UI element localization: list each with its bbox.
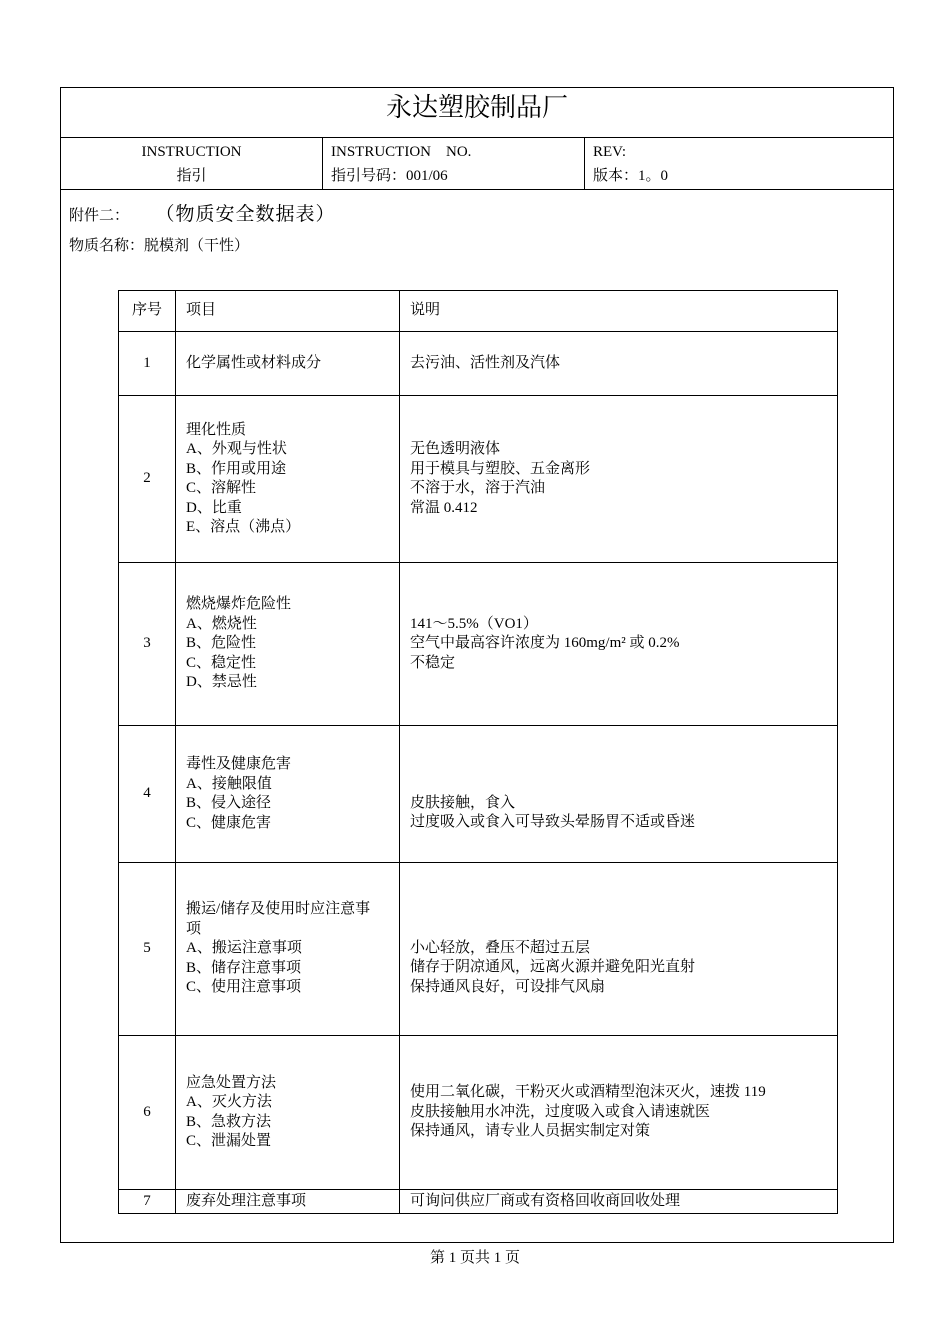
row-item	[176, 332, 400, 396]
item-line: B、储存注意事项	[186, 959, 302, 976]
description-line: 小心轻放，叠压不超过五层	[410, 939, 591, 956]
item-line: C、溶解性	[186, 480, 257, 496]
description-line: 保持通风，请专业人员据实制定对策	[410, 1123, 651, 1140]
item-line: A、接触限值	[186, 775, 272, 792]
item-line: 燃烧爆炸危险性	[186, 596, 292, 613]
header-item: 项目	[176, 291, 400, 332]
item-line: C、健康危害	[186, 814, 272, 831]
header-instruction-no-en: INSTRUCTION NO.	[331, 144, 472, 160]
instruction-header	[61, 138, 893, 190]
header-instruction-no-cn: 指引号码：001/06	[331, 168, 448, 184]
description-line: 无色透明液体	[410, 441, 501, 457]
item-line: 化学属性或材料成分	[186, 354, 322, 371]
row-description	[400, 726, 838, 863]
company-title: 永达塑胶制品厂	[61, 88, 893, 138]
item-line: 毒性及健康危害	[186, 756, 292, 772]
description-line: 使用二氧化碳，干粉灭火或酒精型泡沫灭火，速拨 119	[410, 1084, 766, 1101]
item-line: B、急救方法	[186, 1113, 272, 1130]
description-line: 过度吸入或食入可导致头晕肠胃不适或昏迷	[410, 814, 696, 830]
item-line: 项	[186, 920, 202, 937]
item-line: 应急处置方法	[186, 1074, 277, 1091]
table-row	[119, 863, 838, 1036]
row-item	[176, 863, 400, 1036]
row-item	[176, 1190, 400, 1214]
row-description	[400, 1190, 838, 1214]
row-number: 3	[119, 563, 176, 726]
table-row	[119, 563, 838, 726]
table-row	[119, 332, 838, 396]
description-line: 空气中最高容许浓度为 160mg/m² 或 0.2%	[410, 635, 680, 652]
row-description	[400, 863, 838, 1036]
item-line: 理化性质	[186, 421, 247, 438]
msds-table	[118, 290, 838, 1214]
header-instruction-cn: 指引	[176, 168, 207, 184]
row-description	[400, 1036, 838, 1190]
description-line: 皮肤接触用水冲洗，过度吸入或食入请速就医	[410, 1103, 711, 1120]
header-rev-en: REV:	[593, 144, 627, 160]
header-instruction-cell	[61, 138, 323, 189]
item-line: D、禁忌性	[186, 674, 257, 691]
description-line: 储存于阴凉通风，远离火源并避免阳光直射	[410, 959, 696, 976]
item-line: D、比重	[186, 499, 242, 516]
page-footer: 第 1 页共 1 页	[429, 1250, 520, 1266]
header-instruction-en: INSTRUCTION	[141, 144, 242, 160]
row-description	[400, 396, 838, 563]
item-line: B、危险性	[186, 635, 257, 652]
table-header-row	[119, 291, 838, 332]
item-line: 搬运/储存及使用时应注意事	[186, 901, 371, 918]
table-row	[119, 1036, 838, 1190]
description-line: 141～5.5%（VO1）	[410, 615, 538, 632]
description-line: 保持通风良好，可设排气风扇	[410, 978, 606, 995]
item-line: C、泄漏处置	[186, 1133, 272, 1149]
row-number: 5	[119, 863, 176, 1036]
header-no: 序号	[119, 291, 176, 332]
header-desc: 说明	[400, 291, 838, 332]
annex-heading	[69, 199, 336, 226]
row-item	[176, 1036, 400, 1190]
header-rev-cn: 版本：1。0	[593, 168, 669, 184]
row-number: 4	[119, 726, 176, 863]
row-item	[176, 563, 400, 726]
description-line: 可询问供应厂商或有资格回收商回收处理	[410, 1192, 681, 1209]
annex-title: （物质安全数据表）	[165, 204, 336, 225]
table-row	[119, 1190, 838, 1214]
document-frame	[60, 87, 894, 1243]
header-instruction-no-cell	[323, 138, 585, 189]
item-line: C、使用注意事项	[186, 979, 302, 996]
material-name: 物质名称：脱模剂（干性）	[69, 238, 250, 254]
description-line: 用于模具与塑胶、五金离形	[410, 460, 591, 477]
row-description	[400, 332, 838, 396]
item-line: B、侵入途径	[186, 795, 272, 811]
item-line: 废弃处理注意事项	[186, 1192, 307, 1209]
description-line: 皮肤接触，食入	[410, 794, 516, 811]
row-item	[176, 396, 400, 563]
item-line: E、溶点（沸点）	[186, 519, 301, 535]
row-number: 6	[119, 1036, 176, 1190]
item-line: A、搬运注意事项	[186, 940, 302, 957]
row-number: 7	[119, 1190, 176, 1214]
row-number: 2	[119, 396, 176, 563]
header-rev-cell	[585, 138, 895, 189]
item-line: A、灭火方法	[186, 1094, 272, 1110]
item-line: A、燃烧性	[186, 615, 257, 632]
row-item	[176, 726, 400, 863]
item-line: A、外观与性状	[186, 441, 287, 457]
item-line: C、稳定性	[186, 654, 257, 671]
annex-label: 附件二：	[69, 208, 130, 224]
table-row	[119, 396, 838, 563]
item-line: B、作用或用途	[186, 460, 287, 477]
table-row	[119, 726, 838, 863]
row-description	[400, 563, 838, 726]
description-line: 不稳定	[410, 654, 456, 671]
row-number: 1	[119, 332, 176, 396]
description-line: 去污油、活性剂及汽体	[410, 354, 561, 371]
description-line: 不溶于水，溶于汽油	[410, 480, 546, 496]
description-line: 常温 0.412	[410, 499, 478, 516]
